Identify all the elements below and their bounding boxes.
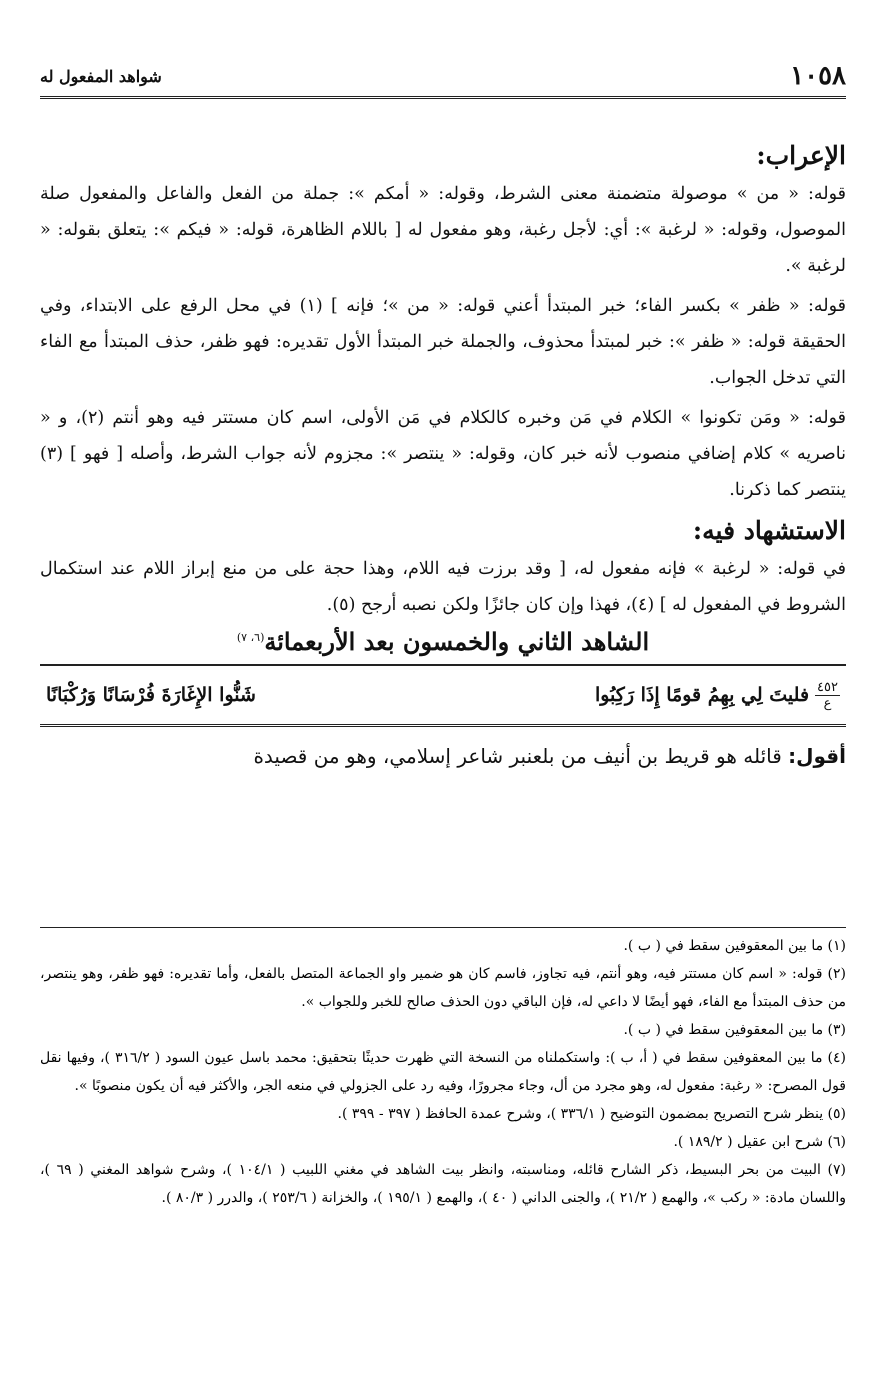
footnote-3: (٣) ما بين المعقوفين سقط في ( ب ). bbox=[623, 1022, 846, 1038]
hemistich-first: فليتَ لِي بِهِمُ قومًا إِذَا رَكِبُوا bbox=[594, 684, 810, 706]
footnote-6: (٦) شرح ابن عقيل ( ١٨٩/٢ ). bbox=[673, 1134, 846, 1150]
verse-box bbox=[40, 664, 846, 727]
running-title: شواهد المفعول له bbox=[40, 66, 162, 86]
verse-meter: ع bbox=[823, 695, 832, 711]
irab-paragraph-3: قوله: « ومَن تكونوا » الكلام في مَن وخبره كالكلام في مَن الأولى، اسم كان مستتر فيه وهو أنتم (٢)، و « ناصريه » كلام إضافي منصوب لأنه خبر كان، وقوله: « ينتصر »: مجزوم لأنه جواب الشرط، وأصله [ فهو ] (٣) ينتصر كما ذكرنا. bbox=[40, 408, 846, 500]
verse-right-group bbox=[595, 680, 840, 711]
footnote-7: (٧) البيت من بحر البسيط، ذكر الشارح قائله، ومناسبته، وانظر بيت الشاهد في مغني اللبيب ( ١٠٤/١ )، وشرح شواهد المغني ( ٦٩ )، واللسان مادة: « ركب »، والهمع ( ٢١/٢ )، والجنى الداني ( ٤٠ )، والهمع ( ١٩٥/١ )، والخزانة ( ٢٥٣/٦ )، والدرر ( ٨٠/٣ ). bbox=[40, 1162, 846, 1206]
said-label: أقول: bbox=[788, 744, 846, 768]
witness-title-note: (٦، ٧) bbox=[236, 631, 265, 644]
istishhad-heading: الاستشهاد فيه: bbox=[692, 516, 846, 545]
irab-heading: الإعراب: bbox=[756, 141, 846, 170]
footnote-5: (٥) ينظر شرح التصريح بمضمون التوضيح ( ٣٣٦/١ )، وشرح عمدة الحافظ ( ٣٩٧ - ٣٩٩ ). bbox=[337, 1106, 846, 1122]
footnote-2: (٢) قوله: « اسم كان مستتر فيه، وهو أنتم، فيه تجاوز، فاسم كان هو ضمير واو الجماعة المتصل بالفعل، وأما تقديره: فهو ظفر، وهو ينتصر، من حذف المبتدأ مع الفاء، فهو أيضًا لا داعي له، فإن الباقي دون الحذف صالح للخبر وللجواب ». bbox=[40, 966, 846, 1010]
page-header bbox=[40, 58, 846, 99]
page-number: ١٠٥٨ bbox=[790, 61, 846, 91]
said-text: قائله هو قريط بن أنيف من بلعنبر شاعر إسلامي، وهو من قصيدة bbox=[253, 744, 782, 768]
irab-paragraph-1: قوله: « من » موصولة متضمنة معنى الشرط، وقوله: « أمكم »: جملة من الفعل والفاعل والمفعول صلة الموصول، وقوله: « لرغبة »: أي: لأجل رغبة، وهو مفعول له [ باللام الظاهرة، قوله: « فيكم »: يتعلق بقوله: « لرغبة ». bbox=[40, 184, 846, 276]
witness-title bbox=[40, 627, 846, 656]
said-line bbox=[40, 737, 846, 775]
page-body bbox=[40, 58, 846, 775]
irab-paragraph-2: قوله: « ظفر » بكسر الفاء؛ خبر المبتدأ أعني قوله: « من »؛ فإنه ] (١) في محل الرفع على الابتداء، وفي الحقيقة قوله: « ظفر »: خبر لمبتدأ محذوف، والجملة خبر المبتدأ الأول تقديره: فهو ظفر، حذف المبتدأ مع الفاء التي تدخل الجواب. bbox=[40, 296, 846, 388]
istishhad-paragraph: في قوله: « لرغبة » فإنه مفعول له، [ وقد برزت فيه اللام، وهذا حجة على من منع إبراز اللام عند استكمال الشروط في المفعول له ] (٤)، فهذا وإن كان جائزًا ولكن نصبه أرجح (٥). bbox=[40, 559, 846, 615]
footnote-4: (٤) ما بين المعقوفين سقط في ( أ، ب ): واستكملناه من النسخة التي ظهرت حديثًا بتحقيق: محمد باسل عيون السود ( ٣١٦/٢ )، وفيها نقل قول المصرح: « رغبة: مفعول له، وهو مجرد من أل، وجاء مجرورًا، وفيه رد على الجزولي في منعه الجر، والأكثر فيه أن يكون منصوبًا ». bbox=[40, 1050, 847, 1094]
verse-number bbox=[815, 680, 840, 711]
witness-title-text: الشاهد الثاني والخمسون بعد الأربعمائة bbox=[264, 627, 650, 656]
verse-left-group bbox=[46, 684, 256, 706]
footnote-1: (١) ما بين المعقوفين سقط في ( ب ). bbox=[623, 938, 846, 954]
footnotes bbox=[40, 927, 846, 1212]
verse-number-value: ٤٥٢ bbox=[817, 679, 838, 695]
hemistich-second: شَنُّوا الإِغَارَةَ فُرْسَانًا وَرُكْبَانًا bbox=[46, 684, 256, 706]
